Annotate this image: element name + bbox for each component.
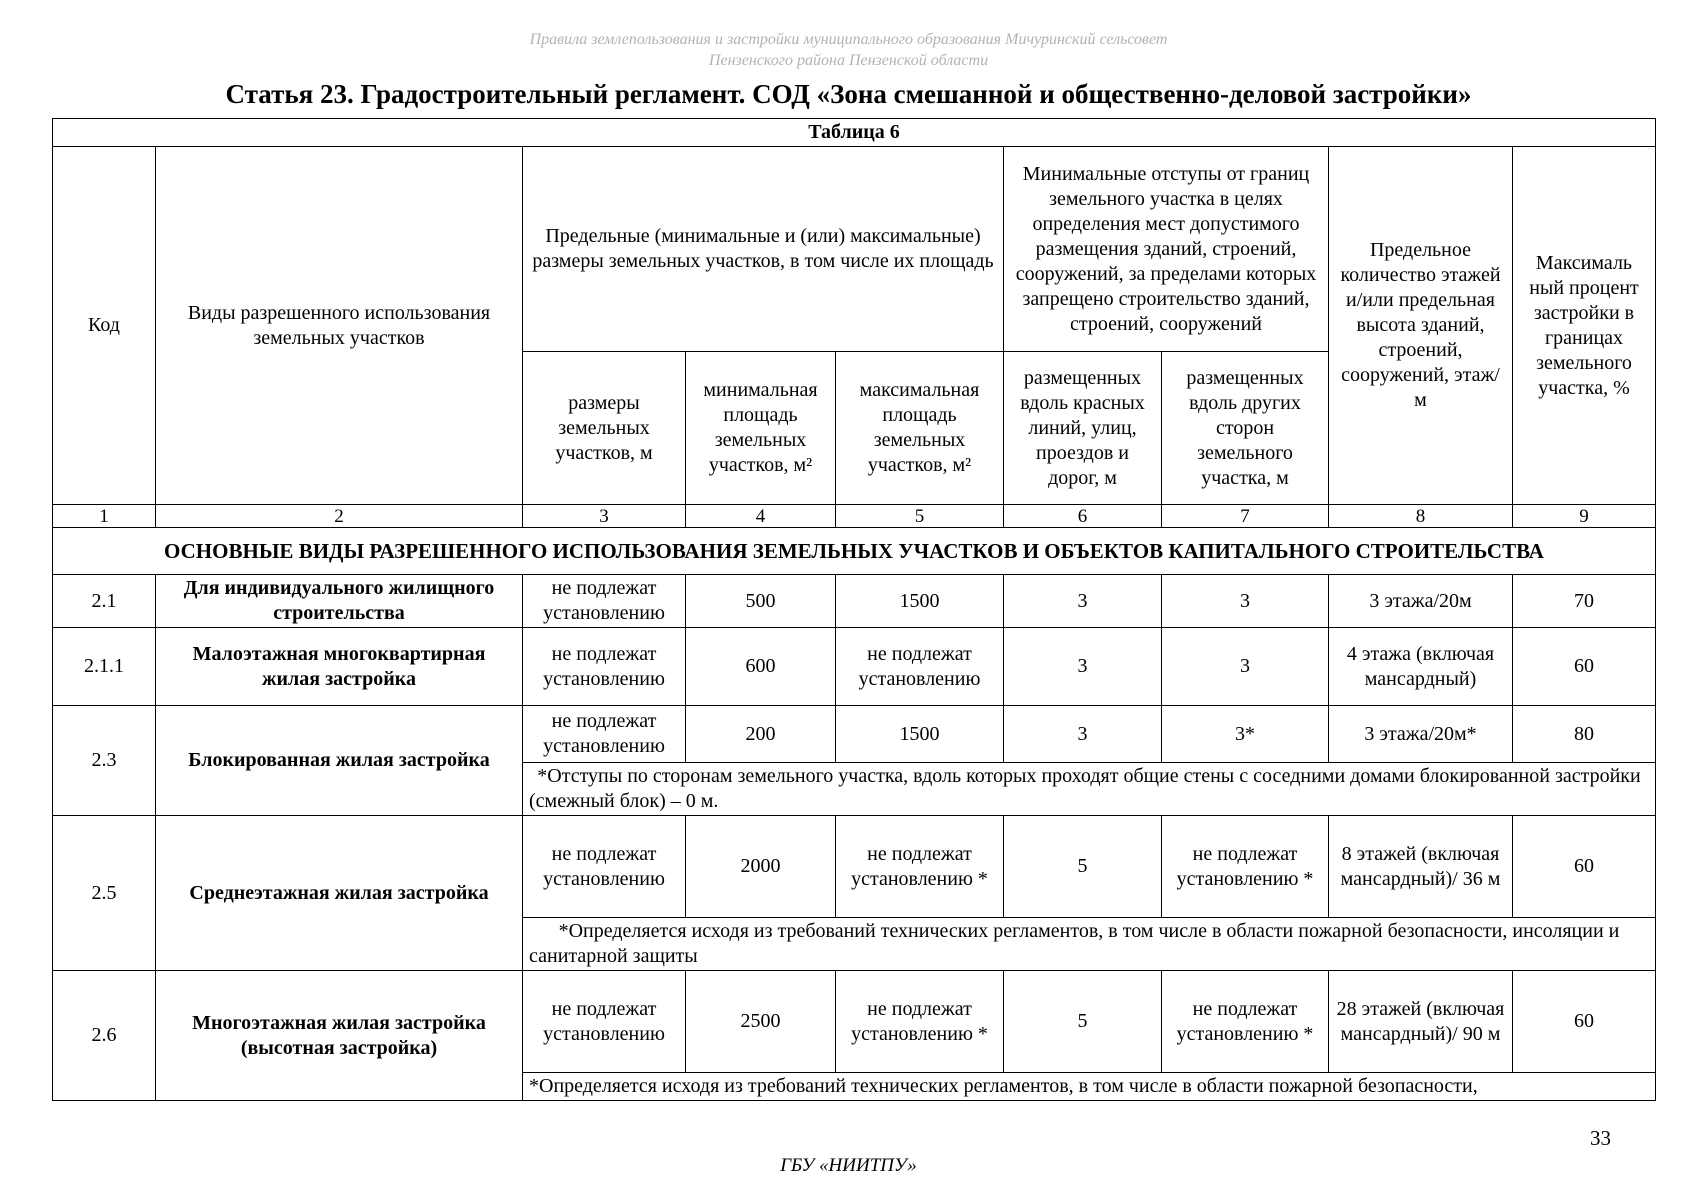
- row-use-name: Блокированная жилая застройка: [156, 706, 523, 816]
- column-number: 9: [1513, 505, 1656, 528]
- page-number: 33: [1590, 1126, 1611, 1150]
- header-setback-red-lines: размещенных вдоль красных линий, улиц, проездов и дорог, м: [1004, 352, 1162, 505]
- row-code: 2.1: [53, 575, 156, 628]
- row-code: 2.3: [53, 706, 156, 816]
- table-row: [53, 575, 1656, 628]
- column-number: 3: [523, 505, 686, 528]
- row-size: не подлежат установлению: [523, 706, 686, 763]
- table-row: [53, 971, 1656, 1073]
- row-size: не подлежат установлению: [523, 816, 686, 918]
- table-number-row: [53, 119, 1656, 147]
- row-code: 2.6: [53, 971, 156, 1101]
- running-header-line-2: Пензенского района Пензенской области: [708, 52, 989, 69]
- row-footnote: *Определяется исходя из требований технических регламентов, в том числе в области пожарной безопасности, инсоляции и санитарной защиты: [523, 918, 1656, 971]
- row-setback-other: 3: [1162, 575, 1329, 628]
- section-title: ОСНОВНЫЕ ВИДЫ РАЗРЕШЕННОГО ИСПОЛЬЗОВАНИЯ ЗЕМЕЛЬНЫХ УЧАСТКОВ И ОБЪЕКТОВ КАПИТАЛЬНОГО СТРОИТЕЛЬСТВА: [53, 528, 1656, 575]
- row-max-area: не подлежат установлению *: [836, 816, 1004, 918]
- row-size: не подлежат установлению: [523, 971, 686, 1073]
- table-row: [53, 706, 1656, 763]
- row-setback-red: 3: [1004, 706, 1162, 763]
- row-coverage: 60: [1513, 971, 1656, 1073]
- column-number: 6: [1004, 505, 1162, 528]
- row-coverage: 80: [1513, 706, 1656, 763]
- row-setback-other: 3*: [1162, 706, 1329, 763]
- row-coverage: 60: [1513, 628, 1656, 706]
- header-row-1: [53, 147, 1656, 352]
- row-floors: 3 этажа/20м: [1329, 575, 1513, 628]
- row-floors: 4 этажа (включая мансардный): [1329, 628, 1513, 706]
- footer-organization: ГБУ «НИИТПУ»: [780, 1155, 917, 1176]
- row-setback-red: 3: [1004, 628, 1162, 706]
- row-max-area: 1500: [836, 706, 1004, 763]
- row-setback-other: не подлежат установлению *: [1162, 816, 1329, 918]
- header-use-type: Виды разрешенного использования земельных участков: [156, 147, 523, 505]
- header-code: Код: [53, 147, 156, 505]
- row-use-name: Малоэтажная многоквартирная жилая застройка: [156, 628, 523, 706]
- row-max-area: 1500: [836, 575, 1004, 628]
- row-setback-other: не подлежат установлению *: [1162, 971, 1329, 1073]
- row-floors: 28 этажей (включая мансардный)/ 90 м: [1329, 971, 1513, 1073]
- row-min-area: 2500: [686, 971, 836, 1073]
- header-max-area: максимальная площадь земельных участков, м²: [836, 352, 1004, 505]
- row-footnote: *Определяется исходя из требований технических регламентов, в том числе в области пожарной безопасности,: [523, 1073, 1656, 1101]
- row-floors: 8 этажей (включая мансардный)/ 36 м: [1329, 816, 1513, 918]
- regulation-table: [52, 118, 1656, 1101]
- row-size: не подлежат установлению: [523, 628, 686, 706]
- column-number: 4: [686, 505, 836, 528]
- row-min-area: 2000: [686, 816, 836, 918]
- column-number: 7: [1162, 505, 1329, 528]
- article-title: Статья 23. Градостроительный регламент. СОД «Зона смешанной и общественно-деловой застройки»: [225, 79, 1472, 109]
- row-min-area: 200: [686, 706, 836, 763]
- header-sizes-m: размеры земельных участков, м: [523, 352, 686, 505]
- row-coverage: 70: [1513, 575, 1656, 628]
- row-max-area: не подлежат установлению *: [836, 971, 1004, 1073]
- header-coverage: Максималь ный процент застройки в границах земельного участка, %: [1513, 147, 1656, 505]
- row-size: не подлежат установлению: [523, 575, 686, 628]
- row-footnote: *Отступы по сторонам земельного участка, вдоль которых проходят общие стены с соседними домами блокированной застройки (смежный блок) – 0 м.: [523, 763, 1656, 816]
- row-code: 2.5: [53, 816, 156, 971]
- row-setback-other: 3: [1162, 628, 1329, 706]
- row-setback-red: 5: [1004, 816, 1162, 918]
- row-use-name: Многоэтажная жилая застройка (высотная застройка): [156, 971, 523, 1101]
- column-number: 2: [156, 505, 523, 528]
- row-code: 2.1.1: [53, 628, 156, 706]
- table-number: Таблица 6: [53, 119, 1656, 147]
- table-row: [53, 816, 1656, 918]
- header-setbacks-group: Минимальные отступы от границ земельного участка в целях определения мест допустимого размещения зданий, строений, сооружений, за пределами которых запрещено строительство зданий, строений, сооружений: [1004, 147, 1329, 352]
- row-use-name: Для индивидуального жилищного строительства: [156, 575, 523, 628]
- row-setback-red: 3: [1004, 575, 1162, 628]
- header-setback-other-sides: размещенных вдоль других сторон земельного участка, м: [1162, 352, 1329, 505]
- row-coverage: 60: [1513, 816, 1656, 918]
- running-header-line-1: Правила землепользования и застройки муниципального образования Мичуринский сельсовет: [529, 31, 1168, 48]
- row-setback-red: 5: [1004, 971, 1162, 1073]
- row-floors: 3 этажа/20м*: [1329, 706, 1513, 763]
- column-number: 1: [53, 505, 156, 528]
- row-min-area: 500: [686, 575, 836, 628]
- row-min-area: 600: [686, 628, 836, 706]
- column-numbers-row: [53, 505, 1656, 528]
- header-min-area: минимальная площадь земельных участков, м²: [686, 352, 836, 505]
- column-number: 8: [1329, 505, 1513, 528]
- section-row: [53, 528, 1656, 575]
- header-floors: Предельное количество этажей и/или предельная высота зданий, строений, сооружений, этаж/м: [1329, 147, 1513, 505]
- header-sizes-group: Предельные (минимальные и (или) максимальные) размеры земельных участков, в том числе их площадь: [523, 147, 1004, 352]
- table-row: [53, 628, 1656, 706]
- row-max-area: не подлежат установлению: [836, 628, 1004, 706]
- column-number: 5: [836, 505, 1004, 528]
- row-use-name: Среднеэтажная жилая застройка: [156, 816, 523, 971]
